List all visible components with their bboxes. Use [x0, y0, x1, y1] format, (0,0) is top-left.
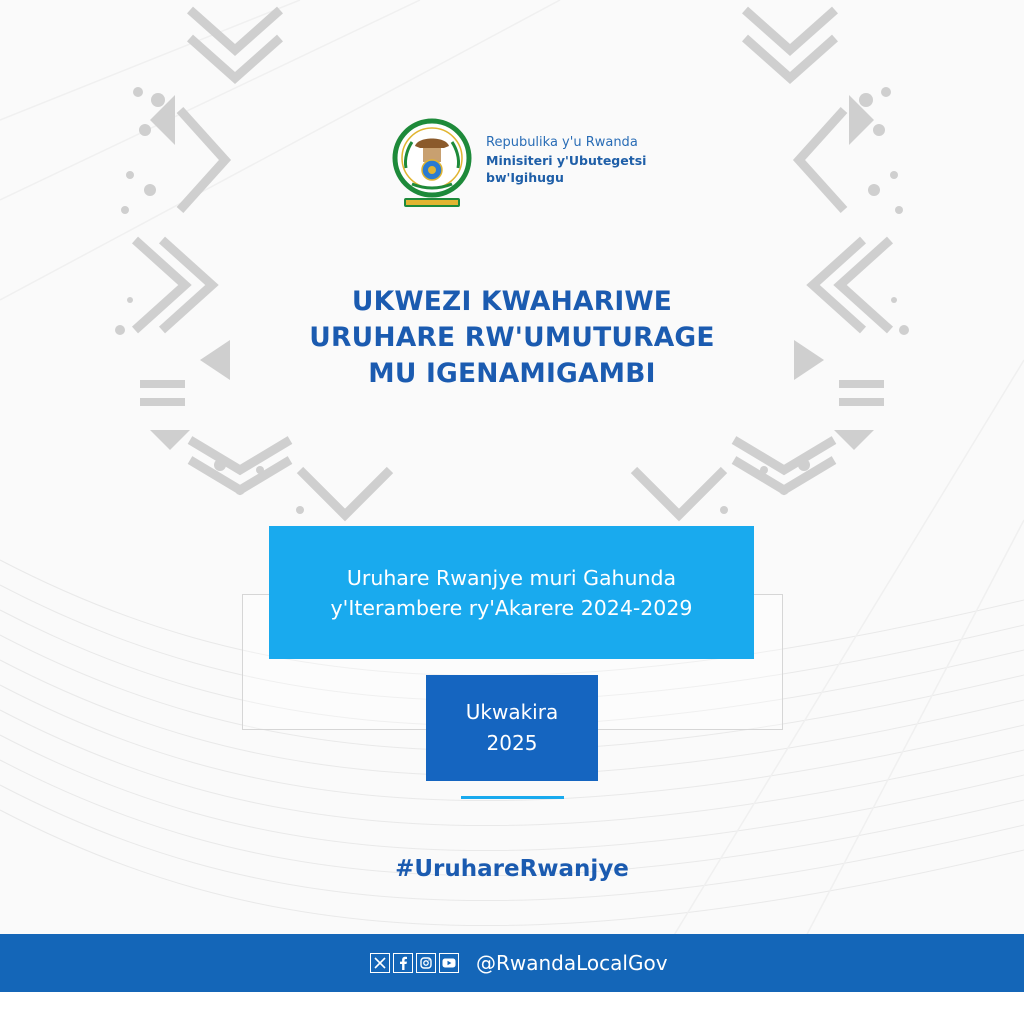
- theme-line-1: Uruhare Rwanjye muri Gahunda: [346, 565, 677, 590]
- theme-banner: [269, 526, 754, 659]
- bottom-strip: [0, 992, 1024, 1024]
- divider-line: [461, 796, 564, 799]
- date-year: 2025: [486, 731, 538, 755]
- social-icons: [370, 953, 459, 973]
- hashtag: #UruhareRwanjye: [395, 856, 629, 882]
- date-badge: [426, 675, 598, 781]
- ministry-line-1: Minisiteri y'Ubutegetsi: [486, 153, 647, 168]
- social-handle[interactable]: @RwandaLocalGov: [476, 951, 668, 975]
- page-title: [212, 284, 812, 392]
- title-line-2: URUHARE RW'UMUTURAGE: [309, 322, 715, 353]
- ministry-name: [486, 134, 686, 186]
- theme-text: [292, 563, 732, 623]
- ministry-logo: [392, 118, 692, 218]
- title-line-3: MU IGENAMIGAMBI: [368, 358, 656, 389]
- instagram-icon[interactable]: [416, 953, 436, 973]
- date-month: Ukwakira: [465, 700, 559, 724]
- theme-line-2: y'Iterambere ry'Akarere 2024-2029: [330, 595, 693, 620]
- title-line-1: UKWEZI KWAHARIWE: [351, 286, 673, 317]
- rwanda-coat-of-arms-icon: [392, 118, 472, 214]
- facebook-icon[interactable]: [393, 953, 413, 973]
- ministry-line-2: bw'Igihugu: [486, 170, 564, 185]
- youtube-icon[interactable]: [439, 953, 459, 973]
- x-icon[interactable]: [370, 953, 390, 973]
- republic-label: Repubulika y'u Rwanda: [486, 135, 638, 150]
